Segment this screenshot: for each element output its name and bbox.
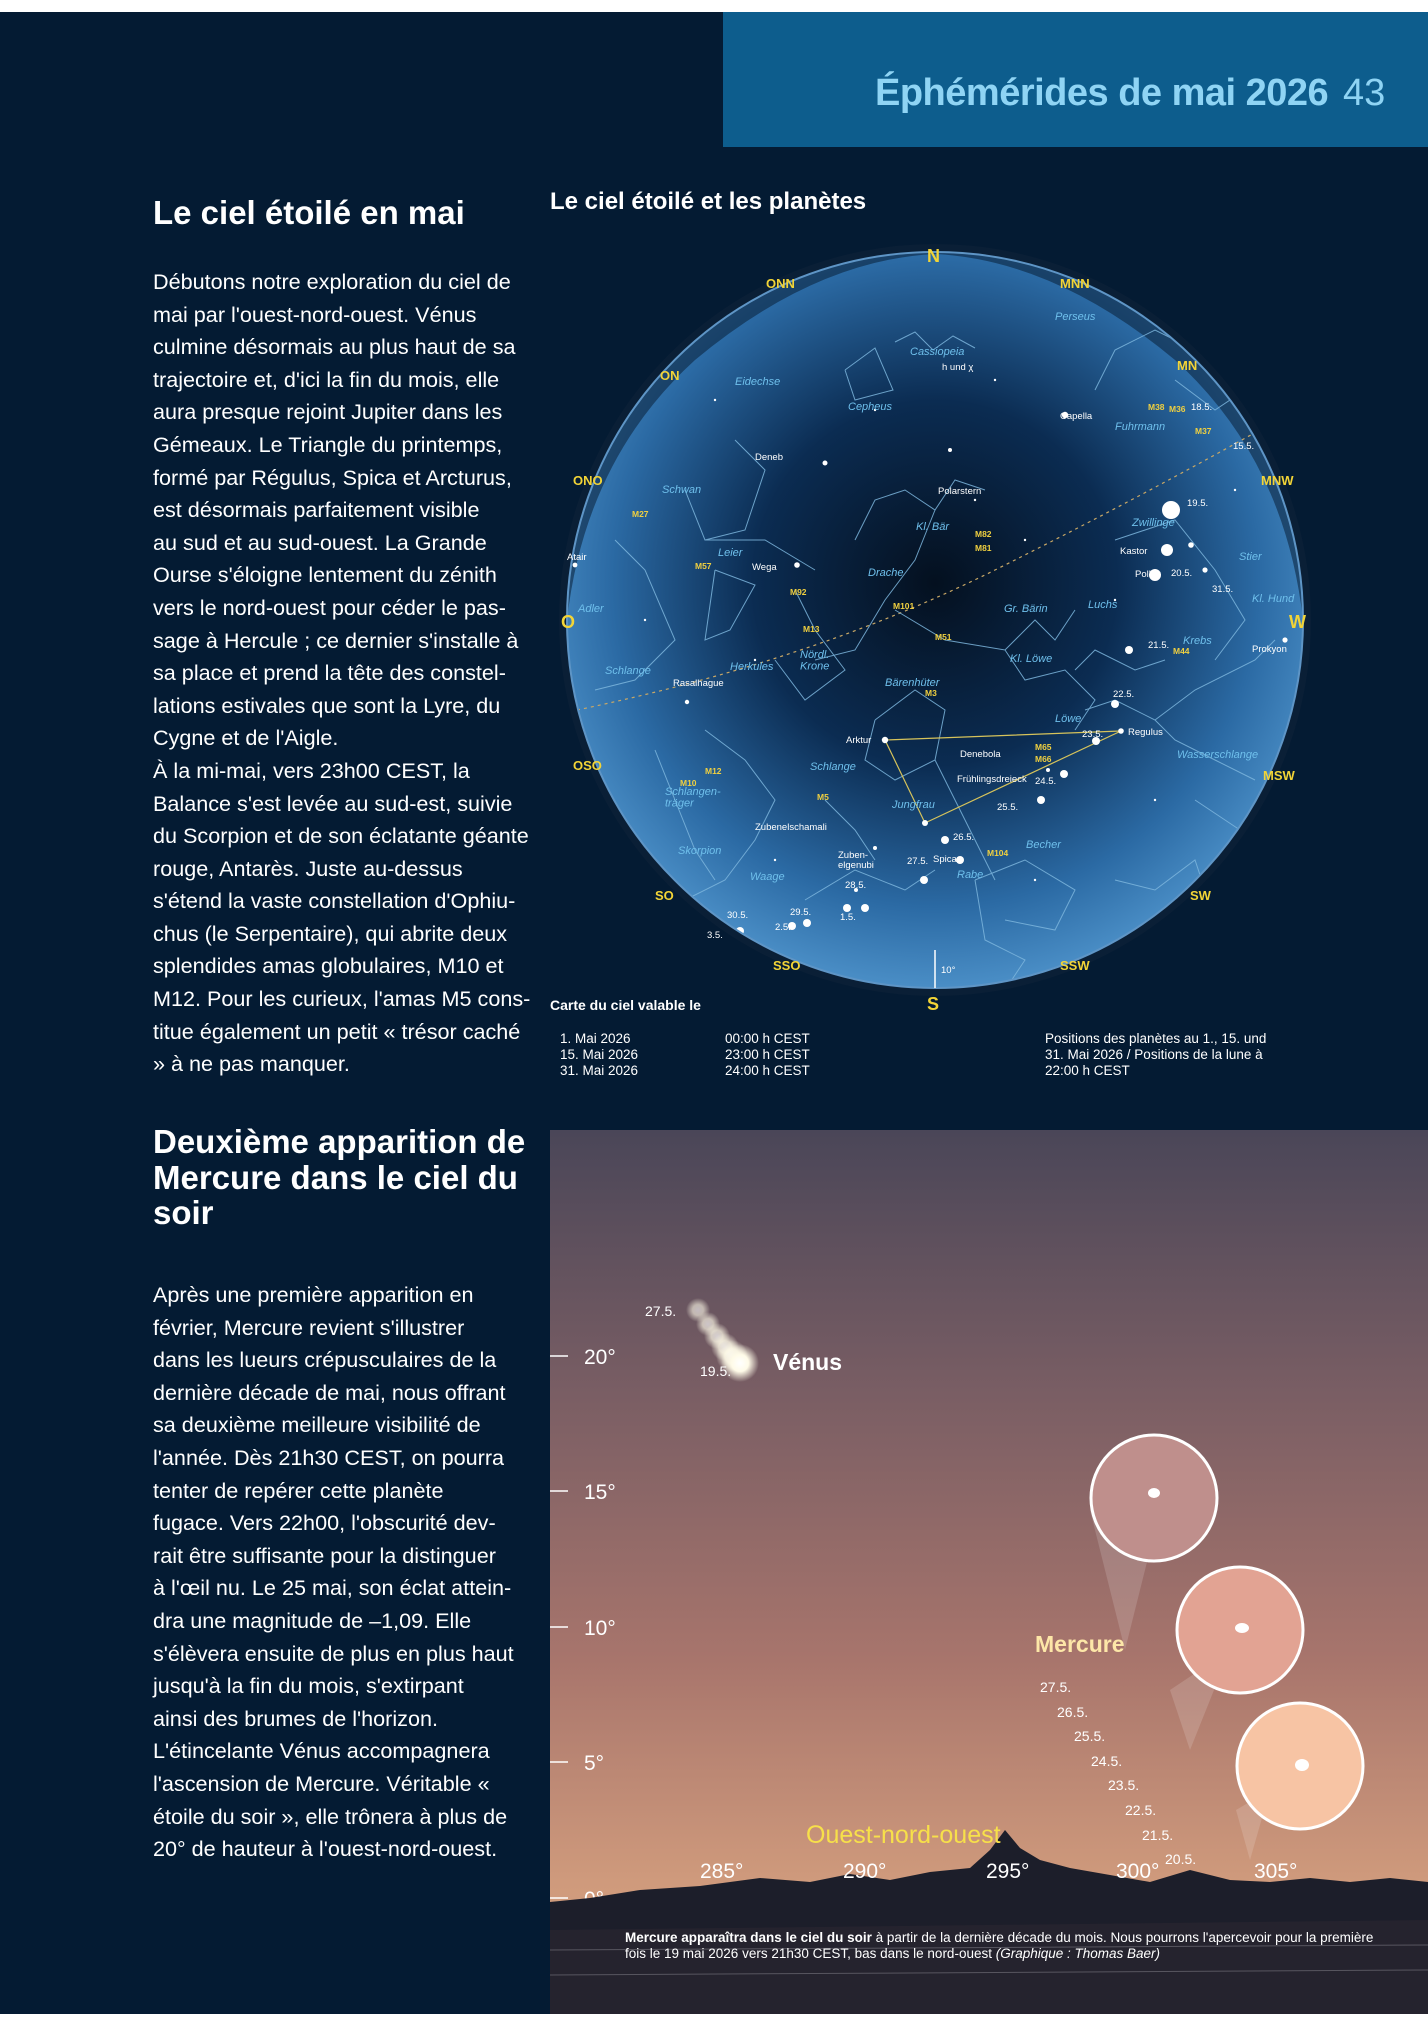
moon-date-21: 21.5. — [1148, 640, 1170, 651]
messier-m81: M81 — [975, 543, 992, 553]
caption-text: à partir de la dernière décade du mois. Nous pourrons l'apercevoir pour la première fois le 19 mai 2026 vers 21h30 CEST, bas dans le nord-ouest — [625, 1930, 1374, 1961]
moon-date-1: 1.5. — [840, 912, 856, 923]
dir-s: S — [927, 994, 940, 1014]
messier-m37: M37 — [1195, 426, 1212, 436]
sky-map-title: Le ciel étoilé et les planètes — [550, 188, 867, 215]
moon-date-28: 28.5. — [845, 880, 867, 891]
messier-m10: M10 — [680, 778, 697, 788]
star-h-und-chi: h und χ — [942, 362, 974, 373]
moon-date-30: 30.5. — [727, 910, 749, 921]
const-adler: Adler — [578, 603, 604, 615]
const-schlange-bottom: Schlange — [810, 761, 856, 773]
dir-mnw: MNW — [1261, 473, 1294, 488]
page-number: 43 — [1343, 72, 1386, 114]
messier-m3: M3 — [925, 688, 937, 698]
const-schlangentraeger: Schlangen-träger — [665, 786, 721, 810]
const-schwan: Schwan — [662, 484, 702, 496]
section-heading-starry-sky: Le ciel étoilé en mai — [153, 194, 465, 231]
messier-m92: M92 — [790, 587, 807, 597]
star-kastor: Kastor — [1120, 546, 1148, 557]
mercury-date-21: 21.5. — [1142, 1827, 1174, 1843]
star-denebola: Denebola — [960, 749, 1001, 760]
const-leier: Leier — [718, 547, 743, 559]
dir-sw: SW — [1190, 888, 1211, 903]
azimuth-305: 305° — [1254, 1860, 1298, 1883]
dir-sso: SSO — [773, 958, 801, 973]
const-skorpion: Skorpion — [678, 845, 722, 857]
dir-msw: MSW — [1263, 768, 1295, 783]
dir-n: N — [927, 246, 940, 266]
header-title: Éphémérides de mai 2026 — [875, 72, 1329, 114]
messier-m38: M38 — [1148, 402, 1165, 412]
moon-date-26: 26.5. — [953, 832, 975, 843]
star-prokyon: Prokyon — [1252, 644, 1287, 655]
altitude-10: 10° — [584, 1617, 616, 1640]
altitude-20: 20° — [584, 1346, 616, 1369]
const-rabe: Rabe — [957, 869, 984, 881]
const-noerdl-krone: Nördl. Krone — [800, 649, 830, 673]
messier-m57: M57 — [695, 561, 712, 571]
altitude-15: 15° — [584, 1481, 616, 1504]
dir-onn: ONN — [766, 276, 795, 291]
venus-date-27: 27.5. — [645, 1303, 677, 1319]
moon-date-15: 15.5. — [1233, 441, 1255, 452]
moon-date-20: 20.5. — [1171, 568, 1193, 579]
dir-o: O — [561, 612, 576, 632]
twilight-sky-graphic — [550, 1130, 1428, 2014]
messier-m44: M44 — [1173, 646, 1190, 656]
const-schlange-top: Schlange — [605, 665, 651, 677]
dir-ssw: SSW — [1060, 958, 1090, 973]
messier-m82: M82 — [975, 529, 992, 539]
const-loewe: Löwe — [1055, 713, 1082, 725]
moon-date-22: 22.5. — [1113, 689, 1135, 700]
dir-oso: OSO — [573, 758, 602, 773]
const-gr-baerin: Gr. Bärin — [1004, 603, 1048, 615]
validity-label: Carte du ciel valable le — [550, 997, 701, 1013]
sky-map-info — [550, 997, 1310, 1087]
const-cepheus: Cepheus — [848, 401, 893, 413]
moon-date-3: 3.5. — [707, 930, 723, 941]
const-eidechse: Eidechse — [735, 376, 781, 388]
moon-date-24: 24.5. — [1035, 776, 1057, 787]
azimuth-300: 300° — [1116, 1860, 1160, 1883]
const-wasserschlange: Wasserschlange — [1177, 749, 1259, 761]
const-stier: Stier — [1239, 551, 1262, 563]
const-waage: Waage — [750, 871, 785, 883]
mercury-visibility-graphic — [550, 1130, 1428, 2014]
messier-m36: M36 — [1169, 404, 1186, 414]
const-baerenhueter: Bärenhüter — [885, 677, 940, 689]
messier-m101: M101 — [893, 601, 915, 611]
azimuth-295: 295° — [986, 1860, 1030, 1883]
mercury-date-22: 22.5. — [1125, 1802, 1157, 1818]
messier-m51: M51 — [935, 632, 952, 642]
moon-date-18: 18.5. — [1191, 402, 1213, 413]
azimuth-290: 290° — [843, 1860, 887, 1883]
moon-date-23: 23.5. — [1082, 729, 1104, 740]
mercury-date-20: 20.5. — [1165, 1851, 1197, 1867]
validity-dates: 1. Mai 2026 15. Mai 2026 31. Mai 2026 — [560, 1031, 639, 1078]
star-regulus: Regulus — [1128, 727, 1163, 738]
moon-date-27: 27.5. — [907, 856, 929, 867]
star-capella: Capella — [1060, 411, 1093, 422]
dir-on: ON — [660, 368, 680, 383]
star-fruehlingsdreieck: Frühlingsdreieck — [957, 774, 1027, 785]
scale-label: 10° — [941, 965, 956, 976]
azimuth-285: 285° — [700, 1860, 744, 1883]
section-heading-mercury: Deuxième apparition de Mercure dans le ciel du soir — [153, 1123, 526, 1232]
star-pollux: Pollux — [1135, 569, 1161, 580]
messier-m66: M66 — [1035, 754, 1052, 764]
altitude-5: 5° — [584, 1752, 605, 1775]
const-kl-hund: Kl. Hund — [1252, 593, 1295, 605]
mercury-date-25: 25.5. — [1074, 1728, 1106, 1744]
messier-m5: M5 — [817, 792, 829, 802]
mercury-date-26: 26.5. — [1057, 1704, 1089, 1720]
messier-m104: M104 — [987, 848, 1009, 858]
const-zwillinge: Zwillinge — [1132, 517, 1175, 529]
const-becher: Becher — [1026, 839, 1061, 851]
const-perseus: Perseus — [1055, 311, 1096, 323]
const-luchs: Luchs — [1088, 599, 1118, 611]
dir-w: W — [1289, 612, 1306, 632]
mercury-label: Mercure — [1035, 1631, 1125, 1657]
star-zubenelgenubi: Zuben-elgenubi — [838, 850, 874, 871]
star-rasalhague: Rasalhague — [673, 678, 724, 689]
moon-date-19: 19.5. — [1187, 498, 1209, 509]
messier-m27: M27 — [632, 509, 649, 519]
messier-m13: M13 — [803, 624, 820, 634]
planet-positions-note: Positions des planètes au 1., 15. und 31. Mai 2026 / Positions de la lune à 22:00 h CEST — [1045, 1031, 1267, 1078]
star-atair: Atair — [567, 552, 587, 563]
section-body-mercury: Après une première apparition en février, Mercure revient s'illustrer dans les lueurs crépusculaires de la dernière décade de mai, nous offrant sa deuxième meilleure visibilité de l'année. Dès 21h30 CEST, on pourra tenter de repérer cette planète fugace. Vers 22h00, l'obscurité dev- rait être suffisante pour la distinguer à l'œil nu. Le 25 mai, son éclat attein- dra une magnitude de –1,09. Elle s'élèvera ensuite de plus en plus haut jusqu'à la fin du mois, s'extirpant ainsi des brumes de l'horizon. L'étincelante Vénus accompagnera l'ascension de Mercure. Véritable « étoile du soir », elle trônera à plus de 20° de hauteur à l'ouest-nord-ouest. — [153, 1282, 514, 1862]
star-polarstern: Polarstern — [938, 486, 982, 497]
const-kl-baer: Kl. Bär — [916, 521, 950, 533]
dir-mnn: MNN — [1060, 276, 1090, 291]
dir-so: SO — [655, 888, 674, 903]
mercury-date-24: 24.5. — [1091, 1753, 1123, 1769]
moon-date-25: 25.5. — [997, 802, 1019, 813]
mercury-date-27: 27.5. — [1040, 1679, 1072, 1695]
venus-label: Vénus — [773, 1349, 843, 1375]
venus-date-19: 19.5. — [700, 1363, 732, 1379]
star-spica: Spica — [933, 854, 957, 865]
messier-m65: M65 — [1035, 742, 1052, 752]
const-krebs: Krebs — [1183, 635, 1212, 647]
mercury-date-23: 23.5. — [1108, 1777, 1140, 1793]
const-herkules: Herkules — [730, 661, 774, 673]
direction-label: Ouest-nord-ouest — [806, 1821, 1001, 1849]
messier-m12: M12 — [705, 766, 722, 776]
validity-times: 00:00 h CEST 23:00 h CEST 24:00 h CEST — [725, 1031, 810, 1078]
dir-ono: ONO — [573, 473, 603, 488]
graphic-caption — [625, 1930, 1385, 1962]
const-cassiopeia: Cassiopeia — [910, 346, 965, 358]
const-fuhrmann: Fuhrmann — [1115, 421, 1166, 433]
moon-date-29: 29.5. — [790, 907, 812, 918]
caption-bold: Mercure apparaîtra dans le ciel du soir — [625, 1930, 872, 1945]
const-jungfrau: Jungfrau — [892, 799, 935, 811]
const-drache: Drache — [868, 567, 904, 579]
dir-mn: MN — [1177, 358, 1198, 373]
moon-date-2: 2.5. — [775, 922, 791, 933]
star-wega: Wega — [752, 562, 777, 573]
caption-credit: (Graphique : Thomas Baer) — [995, 1946, 1161, 1961]
moon-date-31: 31.5. — [1212, 584, 1234, 595]
star-zubenelschamali: Zubenelschamali — [755, 822, 827, 833]
magazine-page — [0, 12, 1428, 2014]
star-deneb: Deneb — [755, 452, 783, 463]
star-arktur: Arktur — [846, 735, 872, 746]
const-kl-loewe: Kl. Löwe — [1010, 653, 1053, 665]
section-body-starry-sky: Débutons notre exploration du ciel de mai par l'ouest-nord-ouest. Vénus culmine désormais au plus haut de sa trajectoire et, d'ici la fin du mois, elle aura presque rejoint Jupiter dans les Gémeaux. Le Triangle du printemps, formé par Régulus, Spica et Arcturus, est désormais parfaitement visible au sud et au sud-ouest. La Grande Ourse s'éloigne lentement du zénith vers le nord-ouest pour céder le pas- sage à Hercule ; ce dernier s'installe à sa place et prend la tête des constel- lations estivales que sont la Lyre, du Cygne et de l'Aigle. À la mi-mai, vers 23h00 CEST, la Balance s'est levée au sud-est, suivie du Scorpion et de son éclatante géante rouge, Antarès. Juste au-dessus s'étend la vaste constellation d'Ophiu- chus (le Serpentaire), qui abrite deux splendides amas globulaires, M10 et M12. Pour les curieux, l'amas M5 cons- titue également un petit « trésor caché » à ne pas manquer. — [153, 269, 531, 1077]
